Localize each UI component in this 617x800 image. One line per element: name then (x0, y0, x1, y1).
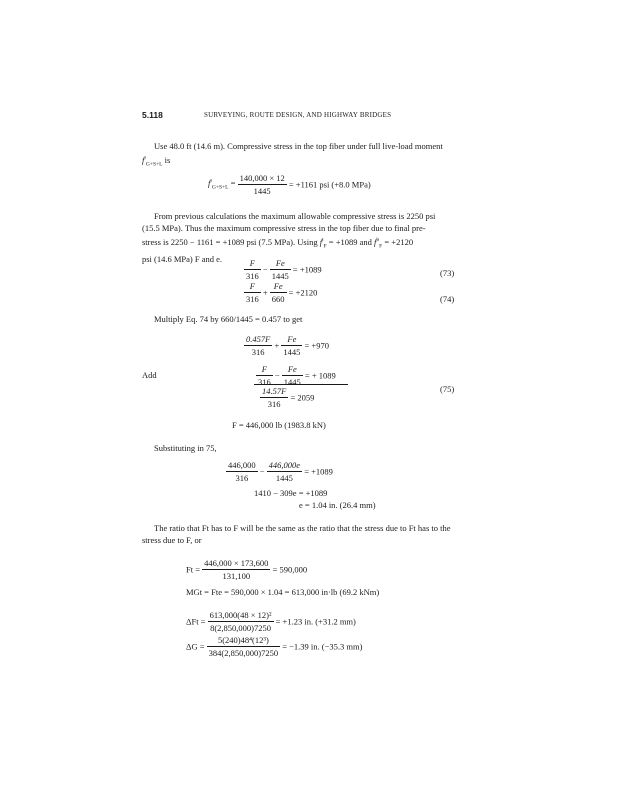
stress-sub: G+S+L (145, 161, 163, 168)
eqa-den-2: 1445 (283, 377, 301, 387)
eq74-num-2: Fe (273, 281, 283, 291)
eq74-den-1: 316 (246, 294, 259, 304)
eqa-rhs: = + 1089 (304, 370, 336, 381)
eqa-den-1: 316 (258, 377, 271, 387)
eqsub-den-1: 316 (235, 473, 249, 483)
eqft-den: 131,100 (222, 571, 251, 581)
eq73-den-1: 316 (246, 271, 259, 281)
paragraph-2-line-3: stress is 2250 − 1161 = +1089 psi (7.5 MPa). Using $f^t_F = +1089$ and $f^b_F = +2120$ (142, 236, 414, 250)
eqsub-num-2: 446,000e (268, 460, 301, 470)
paragraph-5 (142, 522, 464, 546)
eq74-frac-2 (270, 281, 287, 304)
eq74-den-2: 660 (271, 294, 285, 304)
paragraph-4 (142, 442, 464, 454)
equation-sub-line-2: 1410 − 309e = +1089 (254, 488, 328, 498)
eq1-fraction (238, 173, 287, 196)
eqm-den-2: 1445 (283, 347, 301, 357)
eqm-frac-1 (244, 334, 272, 357)
eqdft-lhs: ΔFt = (186, 616, 206, 627)
eqdg-frac (207, 635, 280, 658)
eq73-rhs: = +1089 (292, 264, 322, 275)
equation-75-label: (75) (440, 384, 455, 394)
eqft-rhs: = 590,000 (272, 564, 308, 575)
eqft-num: 446,000 × 173,600 (204, 558, 269, 568)
equation-multiplied (244, 334, 329, 357)
equation-top-stress: $f^t_{G+S+L}$ = $\frac{140,000 \times 12}{1445}$ = +1161 psi (+8.0 MPa) (208, 173, 371, 196)
eq1-lhs-symbol: f (208, 178, 211, 189)
add-label: Add (142, 370, 157, 380)
eqdft-num: 613,000(48 × 12)² (209, 610, 272, 620)
eq1-denominator: 1445 (253, 186, 271, 196)
eqs-den: 316 (267, 399, 281, 409)
eqa-num-2: Fe (287, 364, 297, 374)
equation-73 (244, 258, 322, 281)
eq1-rhs: = +1161 psi (+8.0 MPa) (288, 179, 371, 190)
equation-74-label: (74) (440, 294, 455, 304)
equation-deflection-G (186, 635, 362, 658)
eqm-num-2: Fe (287, 334, 297, 344)
eqm-den-1: 316 (251, 347, 265, 357)
eqdg-rhs: = −1.39 in. (−35.3 mm) (282, 641, 363, 652)
page-number: 5.118 (142, 110, 163, 120)
eqa-operator: − (274, 370, 280, 381)
eqdft-rhs: = +1.23 in. (+31.2 mm) (275, 616, 356, 627)
paragraph-1 (142, 140, 464, 171)
paragraph-5-line-2: stress due to F, or (142, 535, 202, 545)
eq1-lhs-sup: t (210, 178, 212, 185)
paragraph-3-text: Multiply Eq. 74 by 660/1445 = 0.457 to get (154, 314, 303, 324)
eq73-den-2: 1445 (271, 271, 289, 281)
eqft-lhs: Ft = (186, 564, 201, 575)
eq73-frac-1 (244, 258, 261, 281)
equation-sum (260, 386, 314, 409)
eqsub-num-1: 446,000 (228, 460, 256, 470)
equation-Ft (186, 558, 307, 581)
eq1-lhs-sub: G+S+L (211, 184, 229, 191)
eqdg-lhs: ΔG = (186, 641, 205, 652)
eqsub-den-2: 1445 (275, 473, 293, 483)
stress-symbol: f (142, 154, 145, 165)
eq74-frac-1 (244, 281, 261, 304)
eqm-operator: + (274, 340, 280, 351)
paragraph-4-text: Substituting in 75, (154, 443, 217, 453)
eqdft-den: 8(2,850,000)7250 (210, 623, 272, 633)
paragraph-2-line-1: From previous calculations the maximum allowable compressive stress is 2250 psi (154, 211, 436, 221)
sum-rule (254, 384, 348, 385)
eqs-num: 14.57F (262, 386, 287, 396)
eqsub-frac-1 (226, 460, 258, 483)
paragraph-3 (142, 313, 464, 325)
eq1-numerator: 140,000 × 12 (239, 173, 285, 183)
eq74-operator: + (262, 287, 268, 298)
paragraph-2-line-4: psi (14.6 MPa) F and e. (142, 253, 223, 264)
equation-e-result: e = 1.04 in. (26.4 mm) (299, 500, 376, 510)
running-title: SURVEYING, ROUTE DESIGN, AND HIGHWAY BRIDGES (204, 111, 392, 119)
eqsub-operator: − (259, 466, 265, 477)
paragraph-2-line-3c: = +2120 (382, 236, 414, 247)
eq73-num-1: F (249, 258, 255, 268)
eqs-rhs: = 2059 (290, 392, 315, 403)
eqm-num-1: 0.457F (246, 334, 271, 344)
paragraph-2 (142, 210, 464, 265)
eq74-num-1: F (249, 281, 255, 291)
equation-moment: MGt = Fte = 590,000 × 1.04 = 613,000 in·lb (69.2 kNm) (186, 587, 380, 597)
equation-73-label: (73) (440, 268, 455, 278)
eq73-operator: − (262, 264, 268, 275)
eqm-frac-2 (281, 334, 302, 357)
eqft-frac (202, 558, 270, 581)
eqsub-rhs: = +1089 (304, 466, 333, 477)
eqm-rhs: = +970 (304, 340, 329, 351)
paragraph-5-line-1: The ratio that Ft has to F will be the same as the ratio that the stress due to Ft has to the (154, 523, 451, 533)
eqdft-frac (208, 610, 274, 633)
eq73-num-2: Fe (275, 258, 285, 268)
equation-F: F = 446,000 lb (1983.8 kN) (232, 420, 326, 430)
eq74-rhs: = +2120 (288, 287, 318, 298)
equation-deflection-Ft (186, 610, 356, 633)
paragraph-1-line-2-rest: is (162, 154, 171, 165)
eqdg-num: 5(240)48⁴(12³) (207, 635, 280, 647)
paragraph-1-line-2 (142, 152, 464, 171)
stress-sup: t (144, 155, 146, 161)
eqa-num-1: F (261, 364, 267, 374)
eq73-frac-2 (270, 258, 291, 281)
paragraph-1-line-1: Use 48.0 ft (14.6 m). Compressive stress in the top fiber under full live-load moment (154, 141, 443, 151)
paragraph-2-line-2: (15.5 MPa). Thus the maximum compressive stress in the top fiber due to final pre- (142, 223, 426, 233)
paragraph-2-line-3a: stress is 2250 − 1161 = +1089 psi (7.5 MPa). Using (142, 236, 320, 247)
equation-74 (244, 281, 317, 304)
equation-substitution (226, 460, 333, 483)
paragraph-2-line-3b: = +1089 and (326, 236, 375, 247)
eqs-frac (260, 386, 288, 409)
eqdg-den: 384(2,850,000)7250 (208, 648, 279, 658)
eqsub-frac-2 (267, 460, 302, 483)
